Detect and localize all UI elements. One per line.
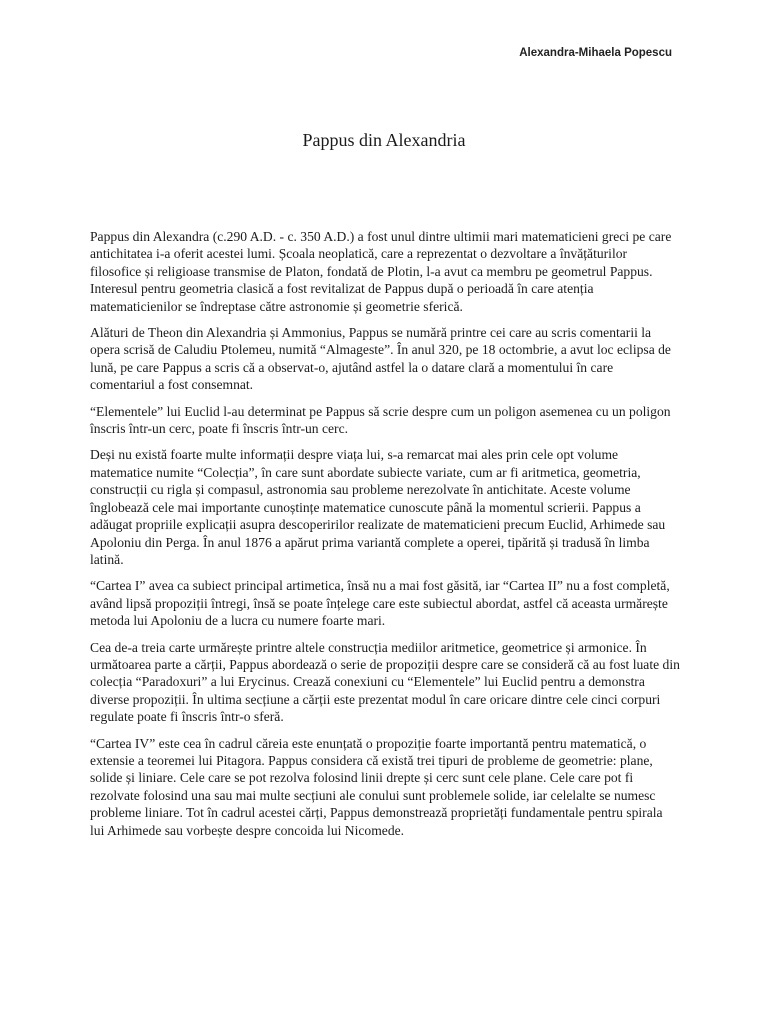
document-title: Pappus din Alexandria [302,130,466,150]
paragraph-4: Deși nu există foarte multe informații despre viața lui, s-a remarcat mai ales prin cele opt volume matematice numite “Colecția”, în care sunt abordate subiecte variate, cum ar fi aritmetica, geometria, construcții cu rigla și compasul, astronomia sau probleme nerezolvate în antichitate. Aceste volume înglobează cele mai importante cunoștințe matematice cunoscute până la momentul scrierii. Pappus a adăugat propriile explicații asupra descoperirilor realizate de matematicieni precum Euclid, Arhimede sau Apoloniu din Perga. În anul 1876 a apărut prima variantă complete a operei, tipărită și tradusă în limba latină. [90,447,666,567]
author-header: Alexandra-Mihaela Popescu [519,47,672,59]
paragraph-3: “Elementele” lui Euclid l-au determinat pe Pappus să scrie despre cum un poligon asemenea cu un poligon înscris într-un cerc, poate fi înscris într-un cerc. [90,403,671,437]
document-body [90,228,680,848]
paragraph-7: “Cartea IV” este cea în cadrul căreia este enunțată o propoziție foarte importantă pentru matematică, o extensie a teoremei lui Pitagora. Pappus considera că există trei tipuri de probleme de geometrie: plane, solide și liniare. Cele care se pot rezolva folosind linii drepte și cerc sunt cele plane. Cele care pot fi rezolvate folosind una sau mai multe secțiuni ale conului sunt problemele solide, iar celelalte se numesc probleme liniare. Tot în cadrul acestei cărți, Pappus demonstrează proprietăți fundamentale pentru spirala lui Arhimede sau vorbește despre concoida lui Nicomede. [90,735,663,838]
paragraph-6: Cea de-a treia carte urmărește printre altele construcția mediilor aritmetice, geometrice și armonice. În următoarea parte a cărții, Pappus abordează o serie de propoziții despre care se consideră că au fost luate din colecția “Paradoxuri” a lui Erycinus. Crează conexiuni cu “Elementele” lui Euclid pentru a demonstra diverse propoziții. În ultima secțiune a cărții este prezentat modul în care oricare dintre cele cinci corpuri regulate poate fi înscris într-o sferă. [90,639,680,725]
paragraph-2: Alături de Theon din Alexandria și Ammonius, Pappus se numără printre cei care au scris comentarii la opera scrisă de Caludiu Ptolemeu, numită “Almageste”. În anul 320, pe 18 octombrie, a avut loc eclipsa de lună, pe care Pappus a scris că a observat-o, ajutând astfel la o datare clară a momentului în care comentariul a fost consemnat. [90,325,671,393]
paragraph-1: Pappus din Alexandra (c.290 A.D. - c. 350 A.D.) a fost unul dintre ultimii mari matematicieni greci pe care antichitatea i-a oferit acestei lumi. Școala neoplatică, care a reprezentat o dezvoltare a învățăturilor filosofice și religioase transmise de Platon, fondată de Plotin, l-a avut ca membru pe geometrul Pappus. Interesul pentru geometria clasică a fost revitalizat de Pappus după o perioadă în care atenția matematicienilor se îndreptase către astronomie și geometrie sferică. [90,229,672,314]
paragraph-5: “Cartea I” avea ca subiect principal artimetica, însă nu a mai fost găsită, iar “Cartea II” nu a fost completă, având lipsă propoziții întregi, însă se poate înțelege care este subiectul abordat, astfel că aceasta urmărește metoda lui Apoloniu de a lucra cu numere foarte mari. [90,578,670,629]
